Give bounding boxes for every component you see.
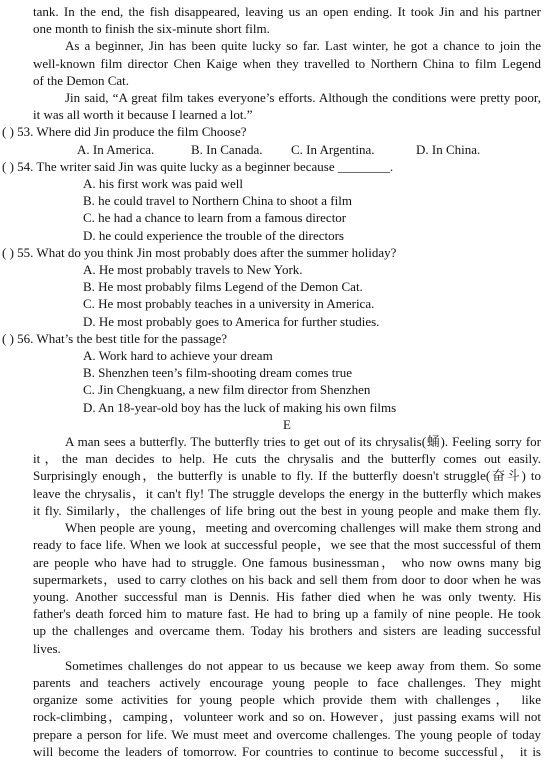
passage-line: Jin said, “A great film takes everyone’s efforts. Although the conditions were pretty poor, (65, 90, 541, 106)
question-56-stem: ( ) 56. What’s the best title for the passage? (2, 330, 228, 346)
passage-line: well-known film director Chen Kaige when they travelled to Northern China to film Legend (33, 55, 541, 71)
passage-line: When people are young，meeting and overcoming challenges will make them strong and (65, 520, 541, 536)
question-53-options (33, 141, 541, 158)
passage-line: supermarkets，used to carry clothes on his back and sell them from door to door when he was (33, 571, 541, 587)
question-55-stem: ( ) 55. What do you think Jin most probably does after the summer holiday? (2, 244, 397, 260)
passage-line: Surprisingly enough，the butterfly is unable to fly. If the butterfly doesn't struggle(奋斗) to (33, 468, 541, 484)
option-a[interactable]: A. In America. (77, 141, 155, 157)
passage-line: rock-climbing，camping，volunteer work and so on. However，just passing exams will not (33, 709, 541, 725)
passage-line: of the Demon Cat. (33, 72, 130, 88)
passage-line: lives. (33, 640, 61, 656)
option-d[interactable]: D. He most probably goes to America for further studies. (83, 313, 380, 329)
passage-line: Sometimes challenges do not appear to us because we keep away from them. So some (65, 657, 541, 673)
option-b[interactable]: B. Shenzhen teen’s film-shooting dream comes true (83, 365, 352, 381)
passage-line: it fly. Similarly，the challenges of life bring out the best in young people and make them fly. (33, 502, 541, 518)
option-c[interactable]: C. He most probably teaches in a university in America. (83, 296, 375, 312)
question-54-stem: ( ) 54. The writer said Jin was quite lucky as a beginner because ________. (2, 158, 394, 174)
passage-line: leave the chrysalis，it can't fly! The struggle develops the energy in the butterfly which makes (33, 485, 541, 501)
option-a[interactable]: A. his first work was paid well (83, 176, 243, 192)
passage-line: ready to face life. When we look at successful people，we see that the most successful of them (33, 537, 541, 553)
passage-line: up the challenges and overcame them. Today his brothers and sisters are leading successful (33, 623, 541, 639)
option-d[interactable]: D. An 18-year-old boy has the luck of making his own films (83, 399, 397, 415)
passage-line: parents and teachers actively encourage young people to face challenges. They might (33, 674, 541, 690)
option-b[interactable]: B. He most probably films Legend of the Demon Cat. (83, 279, 363, 295)
question-53-stem: ( ) 53. Where did Jin produce the film Choose? (2, 124, 247, 140)
passage-line: will become the leaders of tomorrow. For countries to continue to become successful， it is (33, 743, 541, 759)
passage-line: prepare a person for life. We must meet and overcome challenges. The young people of today (33, 726, 541, 742)
passage-line: A man sees a butterfly. The butterfly tries to get out of its chrysalis(蛹). Feeling sorry for (65, 434, 541, 450)
passage-line: tank. In the end, the fish disappeared, leaving us an open ending. It took Jin and his partner (33, 4, 541, 19)
section-heading: E (283, 416, 291, 432)
option-d[interactable]: D. he could experience the trouble of the directors (83, 227, 344, 243)
option-a[interactable]: A. Work hard to achieve your dream (83, 348, 273, 364)
passage-line: father's death forced him to mature fast. He had to bring up a family of nine people. He took (33, 606, 541, 622)
passage-line: young. Another successful man is Dennis. His father died when he was only twenty. His (33, 588, 541, 604)
option-c[interactable]: C. Jin Chengkuang, a new film director from Shenzhen (83, 382, 371, 398)
option-d[interactable]: D. In China. (416, 141, 481, 157)
passage-line: it was all worth it because I learned a lot.” (33, 107, 253, 123)
option-b[interactable]: B. In Canada. (191, 141, 263, 157)
option-b[interactable]: B. he could travel to Northern China to shoot a film (83, 193, 352, 209)
passage-line: are people who have had to struggle. One famous businessman， who now owns many big (33, 554, 541, 570)
option-c[interactable]: C. he had a chance to learn from a famous director (83, 210, 347, 226)
passage-line: it，the man decides to help. He cuts the chrysalis and the butterfly comes out easily. (33, 451, 541, 467)
passage-line: one month to finish the six-minute short film. (33, 21, 270, 37)
passage-line: As a beginner, Jin has been quite lucky so far. Last winter, he got a chance to join the (65, 38, 541, 54)
option-a[interactable]: A. He most probably travels to New York. (83, 262, 303, 278)
option-c[interactable]: C. In Argentina. (291, 141, 375, 157)
passage-line: organize some activities for young people which provide them with challenges， like (33, 692, 541, 708)
